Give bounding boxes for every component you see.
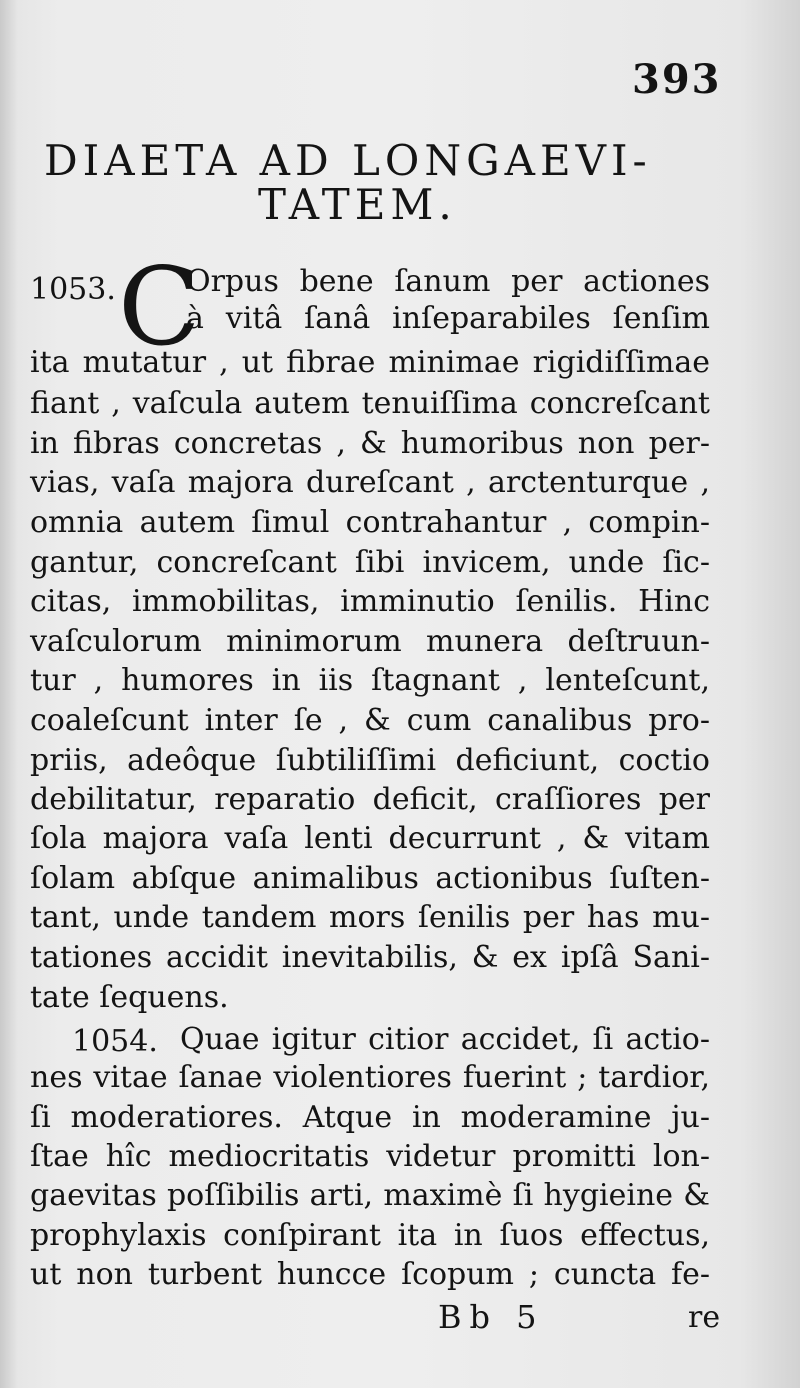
paragraph-line: nes vitae ſanae violentiores fuerint ; tardior, [30,1060,710,1095]
paragraph-line: ita mutatur , ut fibrae minimae rigidiſſimae [30,345,710,380]
section-number-1054: 1054. [72,1024,158,1059]
paragraph-line: tate ſequens. [30,980,229,1015]
paragraph-line: ſolam abſque animalibus actionibus ſuſten- [30,861,710,896]
catchword: re [688,1300,721,1335]
paragraph-line: debilitatur, reparatio deficit, craſſiores per [30,782,710,817]
paragraph-line: vaſculorum minimorum munera deſtruun- [30,624,710,659]
paragraph-line: gaevitas poſſibilis arti, maximè ſi hygieine & [30,1178,710,1213]
paragraph-line: priis, adeôque ſubtiliſſimi deficiunt, coctio [30,743,710,778]
paragraph-line: ſtae hîc mediocritatis videtur promitti lon- [30,1139,710,1174]
paragraph-line: tur , humores in iis ſtagnant , lenteſcunt, [30,663,710,698]
paragraph-line: ſola majora vaſa lenti decurrunt , & vitam [30,821,710,856]
signature-mark: Bb 5 [438,1298,545,1336]
paragraph-line: à vitâ ſanâ inſeparabiles ſenſim [186,301,710,336]
paragraph-line: tationes accidit inevitabilis, & ex ipſâ Sani- [30,940,710,975]
paragraph-line: vias, vaſa majora dureſcant , arctenturque , [30,465,710,500]
drop-cap: C [118,245,201,370]
paragraph-line: citas, immobilitas, imminutio ſenilis. Hinc [30,584,710,619]
section-number-1053: 1053. [30,272,116,307]
paragraph-line: ſi moderatiores. Atque in moderamine ju- [30,1100,710,1135]
paragraph-line: fiant , vaſcula autem tenuiſſima concreſcant [30,386,710,421]
paragraph-line: Quae igitur citior accidet, ſi actio- [180,1022,710,1057]
paragraph-line: in fibras concretas , & humoribus non per- [30,426,710,461]
paragraph-line: prophylaxis conſpirant ita in ſuos effectus, [30,1218,710,1253]
paragraph-line: omnia autem ſimul contrahantur , compin- [30,505,710,540]
paragraph-line: Orpus bene ſanum per actiones [186,264,710,299]
page-number: 393 [632,56,722,103]
chapter-title-line-1: DIAETA AD LONGAEVI- [44,136,652,185]
paragraph-line: ut non turbent huncce ſcopum ; cuncta fe- [30,1257,710,1292]
paragraph-line: coaleſcunt inter ſe , & cum canalibus pro- [30,703,710,738]
paragraph-line: tant, unde tandem mors ſenilis per has mu- [30,900,710,935]
chapter-title-line-2: TATEM. [258,180,457,229]
paragraph-line: gantur, concreſcant ſibi invicem, unde ſic- [30,545,710,580]
